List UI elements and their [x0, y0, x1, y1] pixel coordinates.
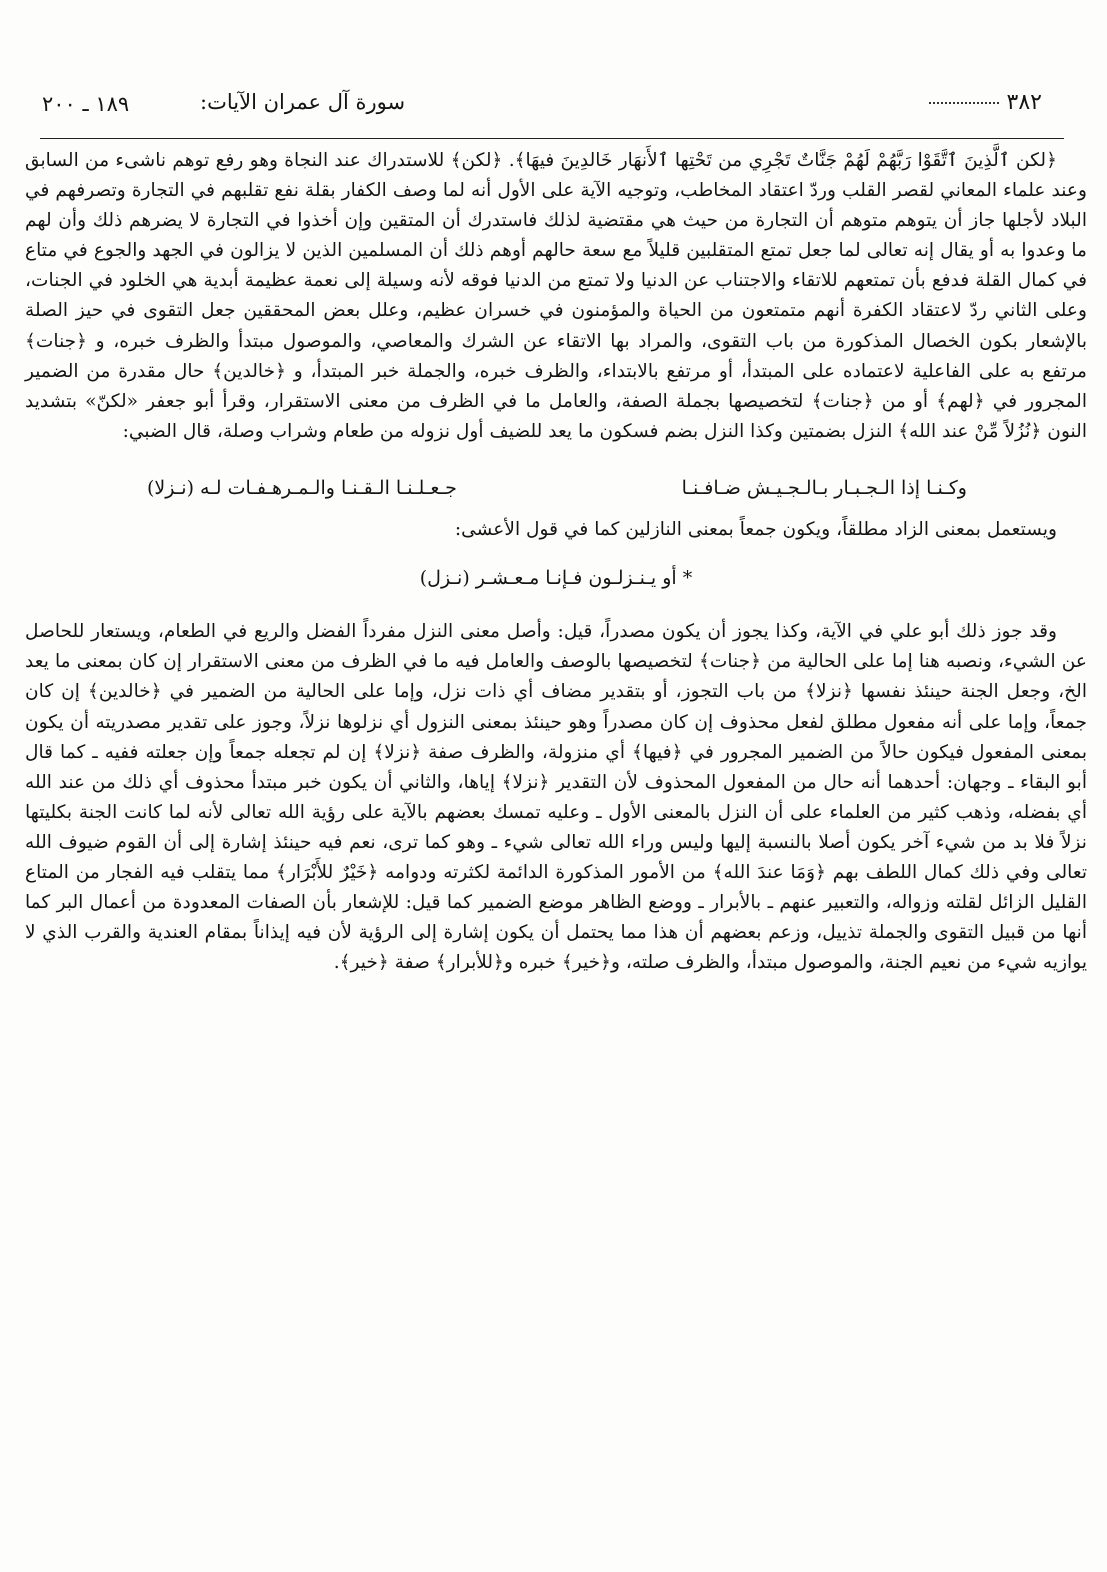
commentary-paragraph: ﴿لكن ٱلَّذِينَ ٱتَّقَوْا رَبَّهُمْ لَهُمْ جَنَّاتٌ تَجْرِي من تَحْتِها ٱلأَنهَار خَالدِينَ فيهَا﴾. ﴿لكن﴾ للاستدراك عند النجاة وهو رفع توهم ناشىء من السابق وعند علماء المعاني لقصر القلب وردّ اعتقاد المخاطب، وتوجيه الآية على الأول أنه لما وصف الكفار بقلة نفع تقلبهم في التجارة وتصرفهم في البلاد لأجلها جاز أن يتوهم متوهم أن التجارة من حيث هي مقتضية لذلك فاستدرك أن المتقين وإن أخذوا في التجارة لا يضرهم ذلك وأن لهم ما وعدوا به أو يقال إنه تعالى لما جعل تمتع المتقلبين قليلاً مع سعة حالهم أوهم ذلك أن المسلمين الذين لا يزالون في الجهد والجوع في متاع في كمال القلة فدفع بأن تمتعهم للاتقاء والاجتناب عن الدنيا ولا تمتع من الدنيا فوقه لأنه وسيلة إلى نعمة عظيمة أبدية هي الخلود في الجنات، وعلى الثاني ردّ لاعتقاد الكفرة أنهم متمتعون من الحياة والمؤمنون في خسران عظيم، وعلل بعض المحققين جعل التقوى في حيز الصلة بالإشعار بكون الخصال المذكورة من باب التقوى، والمراد بها الاتقاء عن الشرك والمعاصي، والموصول مبتدأ والظرف خبره، و ﴿جنات﴾ مرتفع به على الفاعلية لاعتماده على المبتدأ، أو مرتفع بالابتداء، والظرف خبره، والجملة خبر المبتدأ، و ﴿خالدين﴾ حال مقدرة من الضمير المجرور في ﴿لهم﴾ أو من ﴿جنات﴾ لتخصيصها بجملة الصفة، والعامل ما في الظرف من معنى الاستقرار، وقرأ أبو جعفر «لكنّ» بتشديد النون ﴿نُزُلاً مِّنْ عند الله﴾ النزل بضمتين وكذا النزل بضم فسكون ما يعد للضيف أول نزوله من طعام وشراب وصلة، قال الضبي:	[25, 150, 1087, 442]
running-title: سورة آل عمران الآيات:	[200, 90, 406, 114]
poem-verse	[147, 473, 967, 503]
connector-line: ويستعمل بمعنى الزاد مطلقاً، ويكون جمعاً بمعنى النازلين كما في قول الأعشى:	[454, 519, 1057, 541]
commentary-body	[25, 146, 1087, 978]
poem-second-hemistich: جـعـلـنـا الـقـنـا والـمـرهـفـات لـه (نـزلا)	[147, 476, 457, 499]
verse-range: ١٨٩ ـ ٢٠٠	[42, 92, 130, 116]
header-rule	[40, 138, 1064, 139]
poem-single-line: * أو يـنـزلـون فـإنـا مـعـشـر (نـزل)	[419, 567, 693, 590]
page-number: ٣٨٢	[929, 90, 1042, 115]
closing-paragraph: وقد جوز ذلك أبو علي في الآية، وكذا يجوز أن يكون مصدراً، قيل: وأصل معنى النزل مفرداً الفضل والريع في الطعام، ويستعار للحاصل عن الشيء، ونصبه هنا إما على الحالية من ﴿جنات﴾ لتخصيصها بالوصف والعامل فيه ما في الظرف من معنى الاستقرار إن كان بمعنى ما يعد الخ، وجعل الجنة حينئذ نفسها ﴿نزلا﴾ من باب التجوز، أو بتقدير مضاف أي ذات نزل، وإما على الحالية من الضمير في ﴿خالدين﴾ إن كان جمعاً، وإما على أنه مفعول مطلق لفعل محذوف إن كان مصدراً وهو حينئذ بمعنى النزول أي نزلوها نزلاً، وجوز على تقدير مصدريته أن يكون بمعنى المفعول فيكون حالاً من الضمير المجرور في ﴿فيها﴾ أي منزولة، والظرف صفة ﴿نزلا﴾ إن لم تجعله جمعاً وإن جعلته ففيه ـ كما قال أبو البقاء ـ وجهان: أحدهما أنه حال من المفعول المحذوف لأن التقدير ﴿نزلا﴾ إياها، والثاني أن يكون خبر مبتدأ محذوف أي ذلك من عند الله أي بفضله، وذهب كثير من العلماء على أن النزل بالمعنى الأول ـ وعليه تمسك بعضهم بالآية على رؤية الله تعالى لأنه لما كانت الجنة بكليتها نزلاً فلا بد من شيء آخر يكون أصلا بالنسبة إليها وليس وراء الله تعالى شيء ـ وهو كما ترى، نعم فيه حينئذ إشارة إلى أن القوم ضيوف الله تعالى وفي ذلك كمال اللطف بهم ﴿وَمَا عندَ الله﴾ من الأمور المذكورة الدائمة لكثرته ودوامه ﴿خَيْرٌ للأَبْرَار﴾ مما يتقلب فيه الفجار من المتاع القليل الزائل لقلته وزواله، والتعبير عنهم ـ بالأبرار ـ ووضع الظاهر موضع الضمير كما قيل: للإشعار بأن الصفات المعدودة من أعمال البر كما أنها من قبيل التقوى والجملة تذييل، وزعم بعضهم أن هذا مما يحتمل أن يكون إشارة إلى الرؤية لأن فيه إيذاناً بمقام العندية والقرب الذي لا يوازيه شيء من نعيم الجنة، والموصول مبتدأ، والظرف صلته، و﴿خير﴾ خبره و﴿للأبرار﴾ صفة ﴿خير﴾.	[25, 621, 1087, 974]
poem-first-hemistich: وكـنـا إذا الـجـبـار بـالـجـيـش ضـافـنـا	[681, 476, 967, 499]
page-header	[0, 88, 1107, 138]
